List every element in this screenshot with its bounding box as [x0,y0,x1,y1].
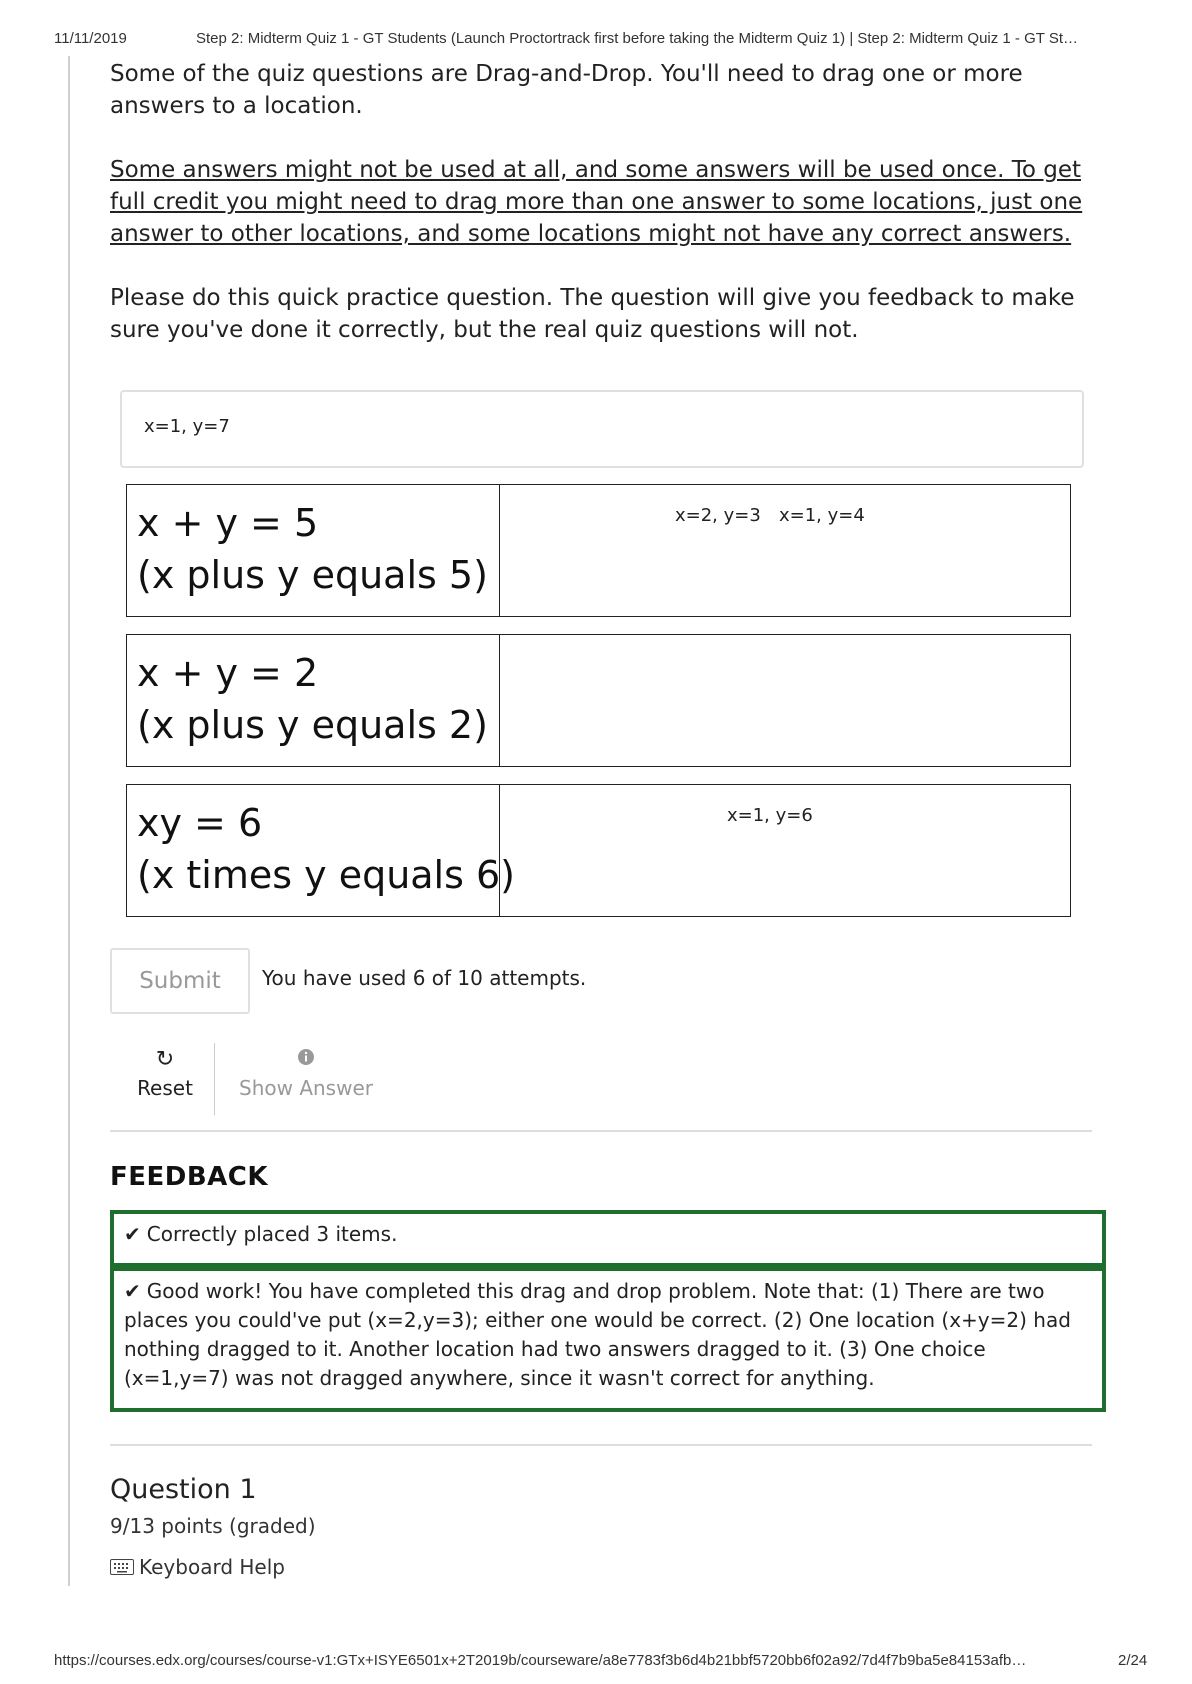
intro-paragraph-3: Please do this quick practice question. The question will give you feedback to make sure you've done it correctly, but the real quiz questions will not. [110,285,1075,343]
show-answer-label: Show Answer [239,1076,373,1100]
print-date: 11/11/2019 [54,30,127,47]
zone-equation: x + y = 5 [137,501,319,545]
zone-equation-description: (x plus y equals 5) [137,553,488,597]
section-divider [110,1130,1092,1132]
keyboard-icon [110,1559,134,1575]
submit-button[interactable]: Submit [110,948,250,1014]
refresh-icon: ↻ [155,1047,175,1072]
placed-option[interactable]: x=1, y=4 [779,505,865,526]
drop-target[interactable] [501,785,1070,916]
drop-target[interactable] [501,485,1070,616]
drop-target[interactable] [501,635,1070,766]
print-page-title: Step 2: Midterm Quiz 1 - GT Students (Launch Proctortrack first before taking the Midterm Quiz 1) | Step 2: Midterm Quiz 1 - GT St… [196,30,1078,47]
zone-label [127,785,515,916]
question-points: 9/13 points (graded) [110,1514,316,1538]
zone-equation: xy = 6 [137,801,263,845]
question-title: Question 1 [110,1474,257,1505]
action-divider [214,1043,215,1115]
placed-option[interactable]: x=2, y=3 [675,505,761,526]
checkmark-icon: ✔ [124,1279,141,1303]
print-header [0,30,1192,50]
zone-equation-description: (x times y equals 6) [137,853,515,897]
placed-option[interactable]: x=1, y=6 [727,805,813,826]
keyboard-help-link[interactable] [110,1555,285,1579]
feedback-summary-box [110,1210,1106,1267]
intro-paragraph-2: Some answers might not be used at all, and some answers will be used once. To get full credit you might need to drag more than one answer to some locations, just one answer to other locations, and some locations might not have any correct answers. [110,157,1083,247]
section-divider [110,1444,1092,1446]
checkmark-icon: ✔ [124,1222,141,1246]
intro-paragraph-1: Some of the quiz questions are Drag-and-Drop. You'll need to drag one or more answers to a location. [110,61,1023,119]
zone-equation-description: (x plus y equals 2) [137,703,488,747]
feedback-message-box [110,1267,1106,1412]
reset-button[interactable] [134,1048,196,1100]
zone-label [127,485,500,616]
feedback-heading: FEEDBACK [110,1162,269,1192]
feedback-summary: Correctly placed 3 items. [146,1222,398,1246]
content-left-rule [68,56,70,1586]
print-page-number: 2/24 [1118,1652,1148,1669]
drop-zone-row [126,634,1071,767]
zone-equation: x + y = 2 [137,651,319,695]
feedback-message: Good work! You have completed this drag and drop problem. Note that: (1) There are two places you could've put (x=2,y=3); either one would be correct. (2) One location (x+y=2) had nothing dragged to it. Another location had two answers dragged to it. (3) One choice (x=1,y=7) was not dragged anywhere, since it wasn't correct for anything. [124,1279,1071,1390]
show-answer-button[interactable] [226,1048,386,1100]
attempts-counter: You have used 6 of 10 attempts. [262,966,587,990]
print-footer [0,1652,1192,1672]
draggable-option[interactable]: x=1, y=7 [144,416,230,437]
reset-label: Reset [137,1076,193,1100]
zone-label [127,635,500,766]
info-icon [226,1048,386,1072]
keyboard-help-label: Keyboard Help [139,1555,285,1579]
drop-zone-row [126,484,1071,617]
print-url: https://courses.edx.org/courses/course-v1:GTx+ISYE6501x+2T2019b/courseware/a8e7783f3b6d4b21bbf5720bb6f02a92/7d4f7b9ba5e84153afb… [54,1652,1027,1669]
drag-option-pool [120,390,1084,468]
drop-zone-row [126,784,1071,917]
